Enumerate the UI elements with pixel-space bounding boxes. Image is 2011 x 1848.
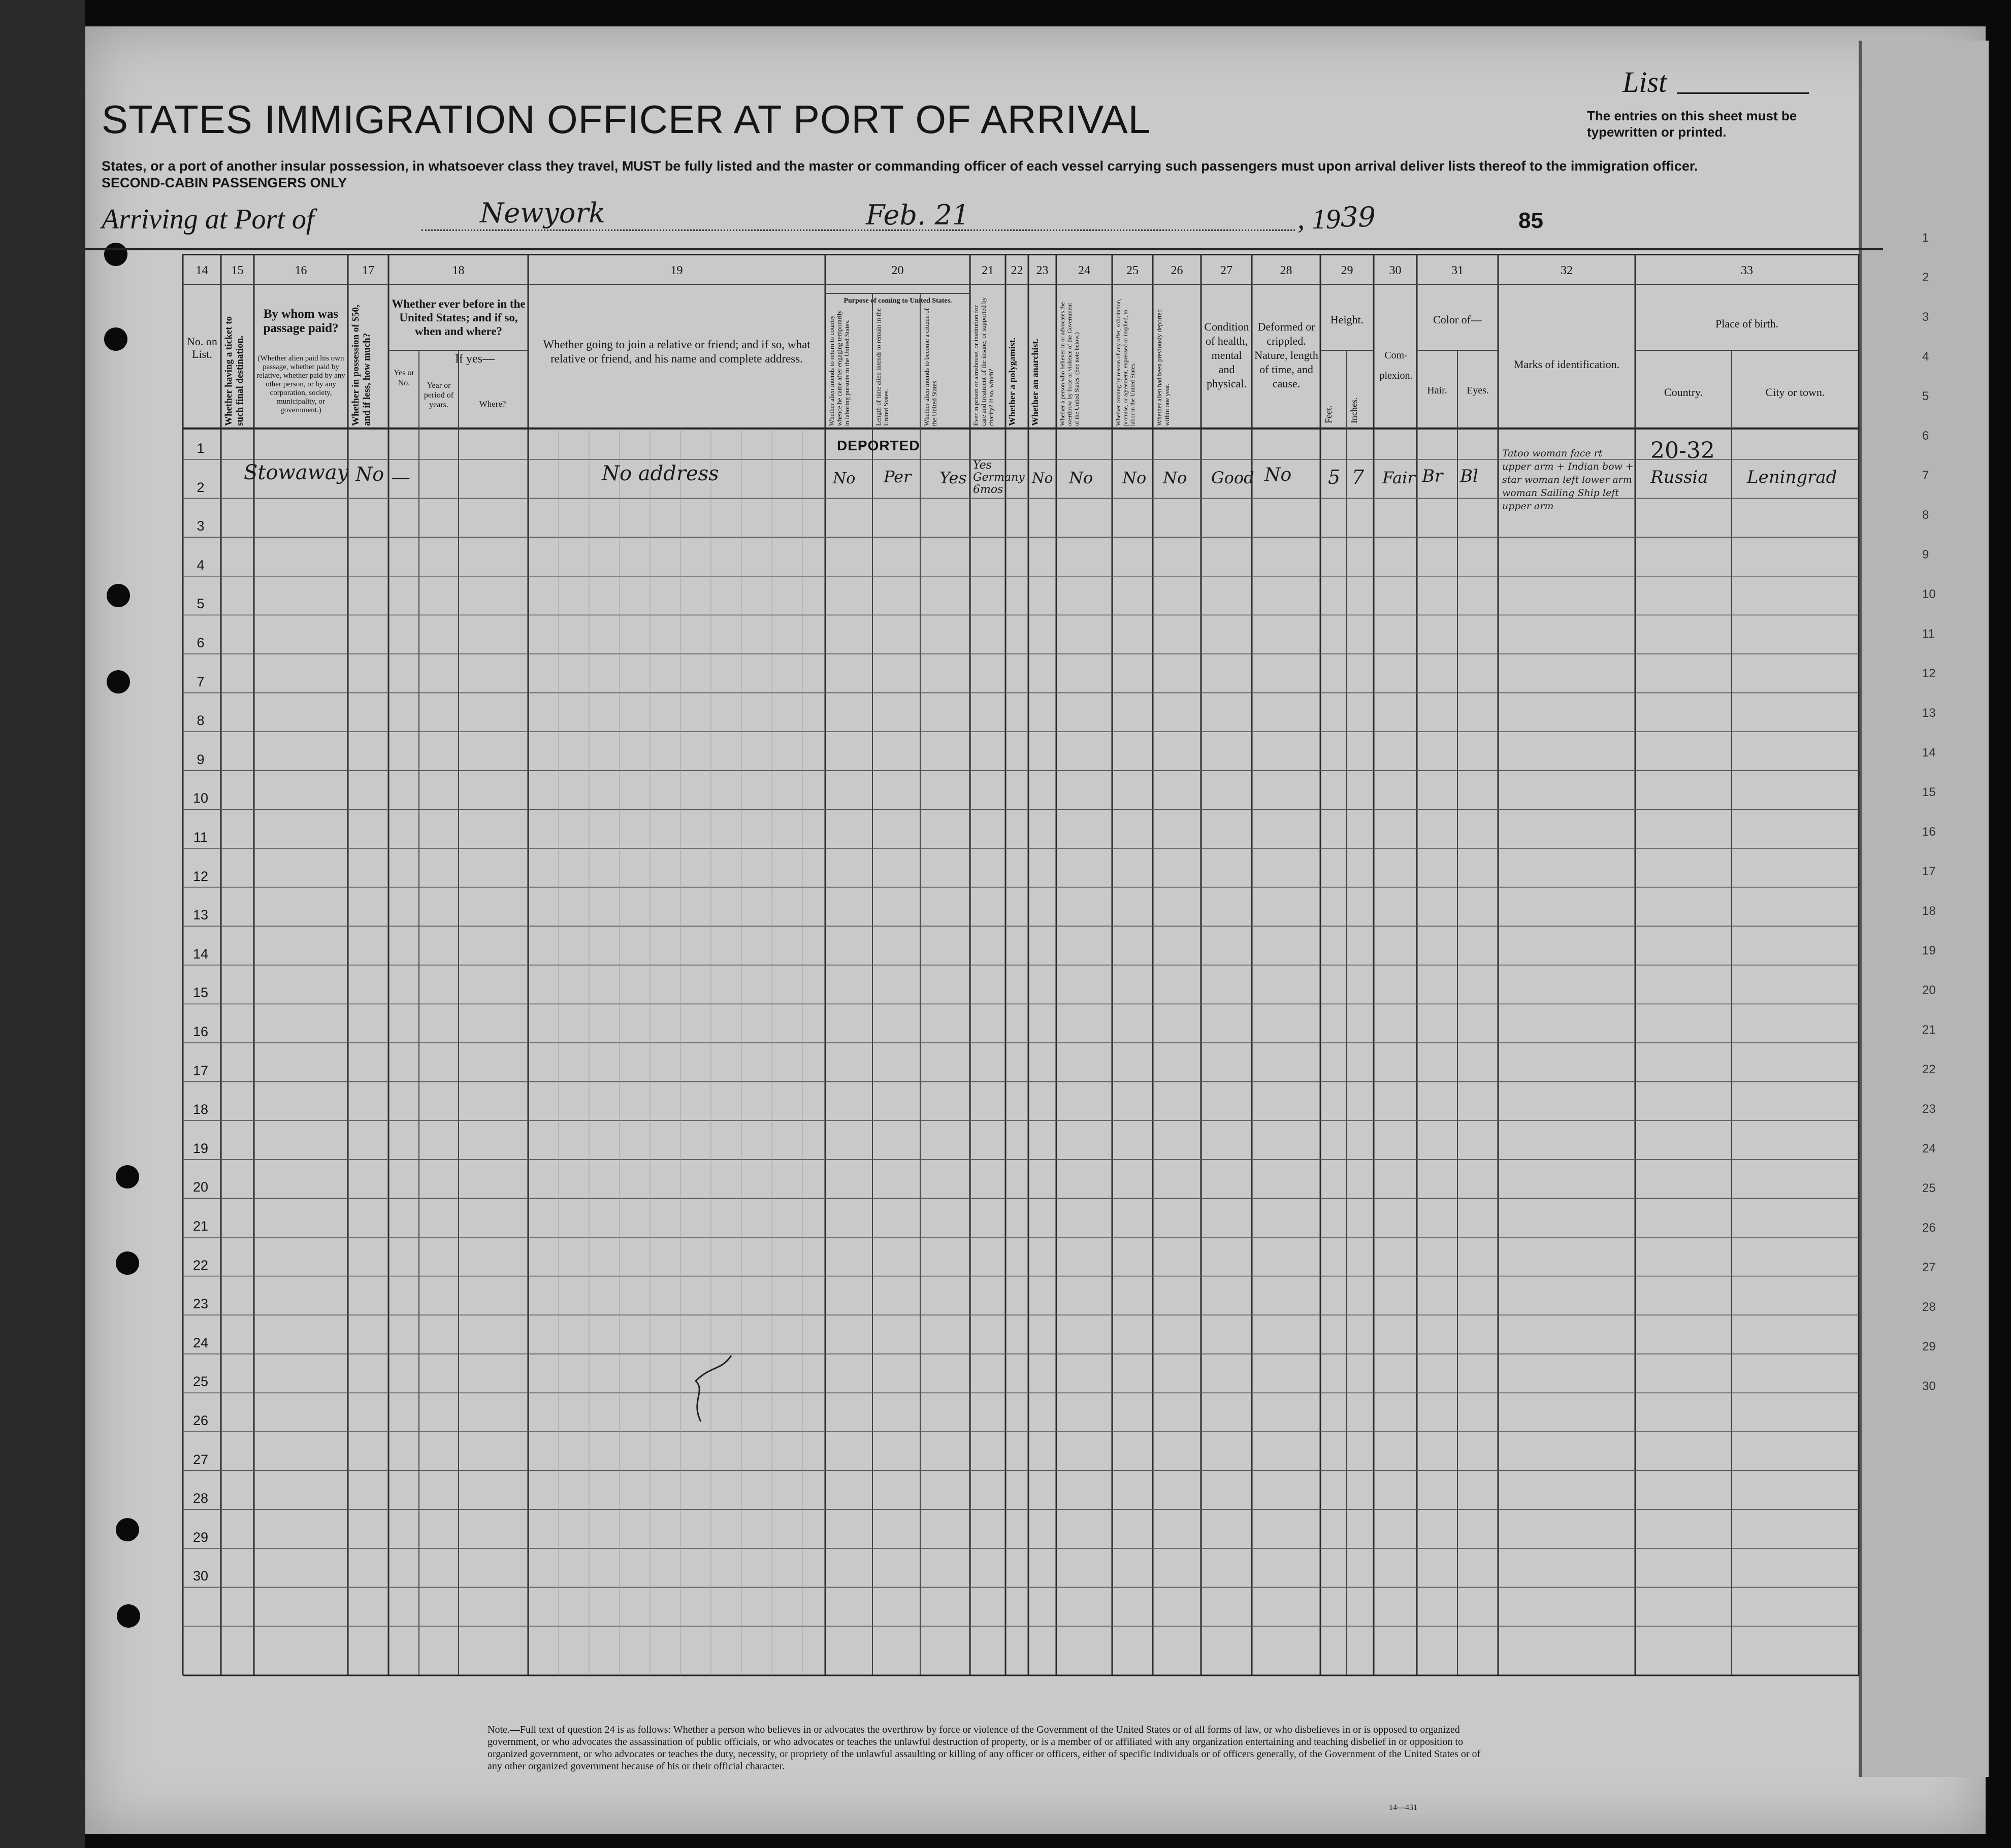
entry-c26: No bbox=[1163, 468, 1187, 487]
entry-c21: Yes Germany 6mos bbox=[973, 459, 1025, 496]
form-title: STATES IMMIGRATION OFFICER AT PORT OF ARRIVAL bbox=[102, 97, 1151, 142]
right-edge-number: 12 bbox=[1922, 667, 1936, 680]
right-edge-number: 11 bbox=[1922, 627, 1935, 641]
col31-header-title: Color of— bbox=[1433, 313, 1482, 326]
entry-c28: No bbox=[1264, 465, 1292, 485]
entry-c22: No bbox=[1032, 470, 1053, 486]
col18-yes-no: Yes or No. bbox=[394, 369, 414, 387]
col20-a: Whether alien intends to return to country whence he came after engaging temporarily in laboring pursuits in the United States. bbox=[828, 310, 851, 426]
col16-header-title: By whom was passage paid? bbox=[263, 307, 339, 335]
col20-header-title: Purpose of coming to United States. bbox=[844, 297, 952, 305]
row-number: 29 bbox=[192, 1529, 209, 1545]
col33-header-title: Place of birth. bbox=[1715, 317, 1779, 330]
port-value: Newyork bbox=[480, 197, 605, 229]
colnum-19: 19 bbox=[670, 264, 683, 277]
right-edge-number: 10 bbox=[1922, 587, 1936, 601]
form-number: 14—431 bbox=[1389, 1803, 1417, 1812]
entry-c20-c: Yes bbox=[939, 468, 967, 487]
sheet-number: 85 bbox=[1518, 208, 1543, 233]
col33-city: City or town. bbox=[1765, 386, 1825, 399]
row-number: 25 bbox=[192, 1374, 209, 1390]
right-edge-number: 15 bbox=[1922, 785, 1936, 799]
row-number: 27 bbox=[192, 1451, 209, 1467]
col33-country: Country. bbox=[1664, 386, 1703, 399]
entry-before: — bbox=[391, 466, 410, 488]
entry-city: Leningrad bbox=[1747, 467, 1837, 487]
row-number: 2 bbox=[197, 479, 205, 495]
right-edge-number: 14 bbox=[1922, 746, 1936, 760]
col19-header: Whether going to join a relative or friend; and if so, what relative or friend, and his name and complete address. bbox=[543, 338, 810, 365]
row-number: 30 bbox=[192, 1568, 209, 1584]
right-edge-number: 9 bbox=[1922, 548, 1929, 562]
stray-mark bbox=[686, 1350, 747, 1432]
question-24-note: Note.—Full text of question 24 is as follows: Whether a person who believes in or advocates the overthrow by force or violence of the Government of the United States or of all forms of law, or who disbelieves in or is opposed to organized government, or who advocates the assassination of public officials, or who advocates or teaches the unlawful destruction of property, or is a member of or affiliated with any organization entertaining and teaching disbelief in or opposition to organized government, or who advocates or teaches the duty, necessity, or propriety of the unlawful assaulting or killing of any officer or officers, either of specific individuals or of officers generally, of the Government of the United States or of any other organized government because of his or their official character. bbox=[488, 1724, 1481, 1772]
colnum-21: 21 bbox=[982, 264, 994, 277]
row-number: 26 bbox=[192, 1413, 209, 1428]
year-suffix: 39 bbox=[1341, 201, 1376, 233]
col18-ifyes: If yes— bbox=[455, 353, 495, 366]
arriving-label: Arriving at Port of bbox=[102, 204, 314, 235]
right-edge-number: 1 bbox=[1922, 231, 1929, 245]
entry-c20-a: No bbox=[833, 470, 856, 487]
row-number: 8 bbox=[197, 713, 205, 729]
right-edge-number: 8 bbox=[1922, 508, 1929, 522]
entry-c25: No bbox=[1122, 468, 1147, 487]
colnum-16: 16 bbox=[295, 264, 307, 277]
col20-b: Length of time alien intends to remain in the United States. bbox=[874, 308, 890, 426]
col20-c: Whether alien intends to become a citizen of the United States. bbox=[923, 308, 938, 426]
colnum-17: 17 bbox=[362, 264, 374, 277]
row-number: 12 bbox=[192, 868, 209, 884]
col27-header: Condition of health, mental and physical. bbox=[1204, 320, 1249, 390]
date-value: Feb. 21 bbox=[866, 199, 970, 231]
entry-paid-by: Stowaway bbox=[244, 461, 349, 484]
col22-header: Whether a polygamist. bbox=[1007, 337, 1017, 426]
row-number: 4 bbox=[197, 557, 205, 573]
colnum-14: 14 bbox=[196, 264, 208, 277]
row-number: 19 bbox=[192, 1140, 209, 1156]
row-number: 9 bbox=[197, 751, 205, 767]
right-edge-number: 3 bbox=[1922, 310, 1929, 324]
row-number: 23 bbox=[192, 1296, 209, 1312]
right-edge-number: 4 bbox=[1922, 350, 1929, 364]
row-number: 22 bbox=[192, 1257, 209, 1273]
colnum-30: 30 bbox=[1389, 264, 1402, 277]
row-number: 10 bbox=[192, 790, 209, 806]
row-number: 3 bbox=[197, 518, 205, 534]
form-subtitle: SECOND-CABIN PASSENGERS ONLY bbox=[102, 175, 347, 190]
right-edge-number: 19 bbox=[1922, 944, 1936, 958]
col26-header: Whether alien had been previously deported within one year. bbox=[1155, 309, 1171, 426]
right-edge-number: 30 bbox=[1922, 1379, 1936, 1393]
right-edge-number: 21 bbox=[1922, 1023, 1936, 1037]
entry-money: No bbox=[355, 463, 384, 485]
entry-complexion: Fair bbox=[1382, 468, 1415, 487]
colnum-18: 18 bbox=[452, 264, 465, 277]
col29-header-title: Height. bbox=[1330, 313, 1364, 326]
entry-age-annotation: 20-32 bbox=[1650, 438, 1715, 464]
right-edge-number: 23 bbox=[1922, 1102, 1936, 1116]
colnum-32: 32 bbox=[1561, 264, 1573, 277]
colnum-31: 31 bbox=[1451, 264, 1464, 277]
right-edge-number: 7 bbox=[1922, 469, 1929, 482]
entry-c27: Good bbox=[1211, 468, 1254, 487]
row-number: 28 bbox=[192, 1491, 209, 1506]
row-number: 18 bbox=[192, 1102, 209, 1117]
row-number: 21 bbox=[192, 1218, 209, 1234]
right-edge-number: 13 bbox=[1922, 706, 1936, 720]
row-number: 17 bbox=[192, 1063, 209, 1078]
entry-country: Russia bbox=[1650, 467, 1708, 487]
col29-inches: Inches. bbox=[1349, 397, 1359, 423]
row-number: 5 bbox=[197, 596, 205, 612]
colnum-23: 23 bbox=[1036, 264, 1049, 277]
colnum-28: 28 bbox=[1280, 264, 1292, 277]
deported-stamp: DEPORTED bbox=[837, 438, 920, 453]
colnum-27: 27 bbox=[1220, 264, 1232, 277]
col21-header: Ever in prison or almshouse, or institution for care and treatment of the insane, or supported by charity? If so, which? bbox=[972, 297, 995, 426]
right-edge-number: 16 bbox=[1922, 825, 1936, 839]
entry-marks: Tatoo woman face rt upper arm + Indian bow + star woman left lower arm woman Sailing Ship left upper arm bbox=[1502, 448, 1634, 512]
col32-header: Marks of identification. bbox=[1513, 358, 1620, 371]
row-number: 20 bbox=[192, 1179, 209, 1195]
colnum-22: 22 bbox=[1011, 264, 1023, 277]
typewritten-notice: The entries on this sheet must be typewritten or printed. bbox=[1587, 108, 1797, 140]
row-number: 14 bbox=[192, 946, 209, 962]
col31-eyes: Eyes. bbox=[1467, 385, 1489, 396]
col29-feet: Feet. bbox=[1323, 405, 1334, 423]
right-edge-number: 28 bbox=[1922, 1300, 1936, 1314]
row-number: 7 bbox=[197, 674, 205, 689]
row-number: 13 bbox=[192, 907, 209, 923]
entry-feet: 5 bbox=[1328, 466, 1341, 488]
colnum-33: 33 bbox=[1741, 264, 1753, 277]
right-edge-number: 22 bbox=[1922, 1063, 1936, 1076]
row-number: 1 bbox=[197, 441, 205, 456]
colnum-24: 24 bbox=[1078, 264, 1090, 277]
col28-header: Deformed or crippled. Nature, length of time, and cause. bbox=[1254, 320, 1318, 390]
col15-header: Whether having a ticket to such final destination. bbox=[223, 316, 245, 426]
row-number: 16 bbox=[192, 1024, 209, 1039]
right-edge-number: 24 bbox=[1922, 1142, 1936, 1156]
right-edge-number: 26 bbox=[1922, 1221, 1936, 1235]
list-label: List bbox=[1623, 65, 1667, 98]
row-number: 24 bbox=[192, 1335, 209, 1350]
entry-hair: Br bbox=[1422, 466, 1443, 486]
right-edge-number: 17 bbox=[1922, 865, 1936, 878]
right-edge-number: 25 bbox=[1922, 1181, 1936, 1195]
entry-join: No address bbox=[602, 462, 719, 485]
col18-where: Where? bbox=[479, 399, 506, 409]
col16-header-note: (Whether alien paid his own passage, whether paid by relative, whether paid by any other person, or by any corporation, society, municipality, or government.) bbox=[256, 354, 345, 414]
entry-eyes: Bl bbox=[1460, 466, 1478, 486]
colnum-26: 26 bbox=[1171, 264, 1183, 277]
row-number: 15 bbox=[192, 985, 209, 1001]
form-instructions: States, or a port of another insular possession, in whatsoever class they travel, MUST be fully listed and the master or commanding officer of each vessel carrying such passengers must upon arrival deliver lists thereof to the immigration officer. bbox=[102, 158, 1698, 174]
year-prefix: , 19 bbox=[1298, 204, 1340, 235]
col24-header: Whether a person who believes in or advocates the overthrow by force or violence of the Government of the United States. (See note below.) bbox=[1059, 302, 1080, 426]
col31-hair: Hair. bbox=[1427, 385, 1447, 396]
col18-header-title: Whether ever before in the United States; and if so, when and where? bbox=[392, 298, 526, 338]
right-edge-number: 5 bbox=[1922, 389, 1929, 403]
right-edge-number: 2 bbox=[1922, 271, 1929, 284]
col18-year: Year or period of years. bbox=[424, 381, 454, 409]
colnum-15: 15 bbox=[231, 264, 244, 277]
col30-header: Com- plexion. bbox=[1379, 350, 1413, 381]
col25-header: Whether coming by reason of any offer, solicitation, promise, or agreement, expressed or implied, to labor in the United States. bbox=[1115, 299, 1136, 426]
entry-c24: No bbox=[1069, 468, 1093, 487]
entry-inches: 7 bbox=[1352, 466, 1365, 488]
entry-c20-b: Per bbox=[884, 467, 912, 486]
right-edge-number: 18 bbox=[1922, 904, 1936, 918]
right-edge-number: 29 bbox=[1922, 1340, 1936, 1354]
colnum-20: 20 bbox=[891, 264, 904, 277]
col17-header: Whether in possession of $50, and if less, how much? bbox=[350, 305, 372, 426]
right-edge-number: 27 bbox=[1922, 1261, 1936, 1274]
right-edge-number: 20 bbox=[1922, 983, 1936, 997]
colnum-25: 25 bbox=[1126, 264, 1139, 277]
colnum-29: 29 bbox=[1341, 264, 1353, 277]
right-edge-number: 6 bbox=[1922, 429, 1929, 443]
row-number: 6 bbox=[197, 635, 205, 650]
col14-header: No. on List. bbox=[187, 335, 217, 360]
row-number: 11 bbox=[193, 830, 208, 845]
col23-header: Whether an anarchist. bbox=[1030, 339, 1040, 426]
